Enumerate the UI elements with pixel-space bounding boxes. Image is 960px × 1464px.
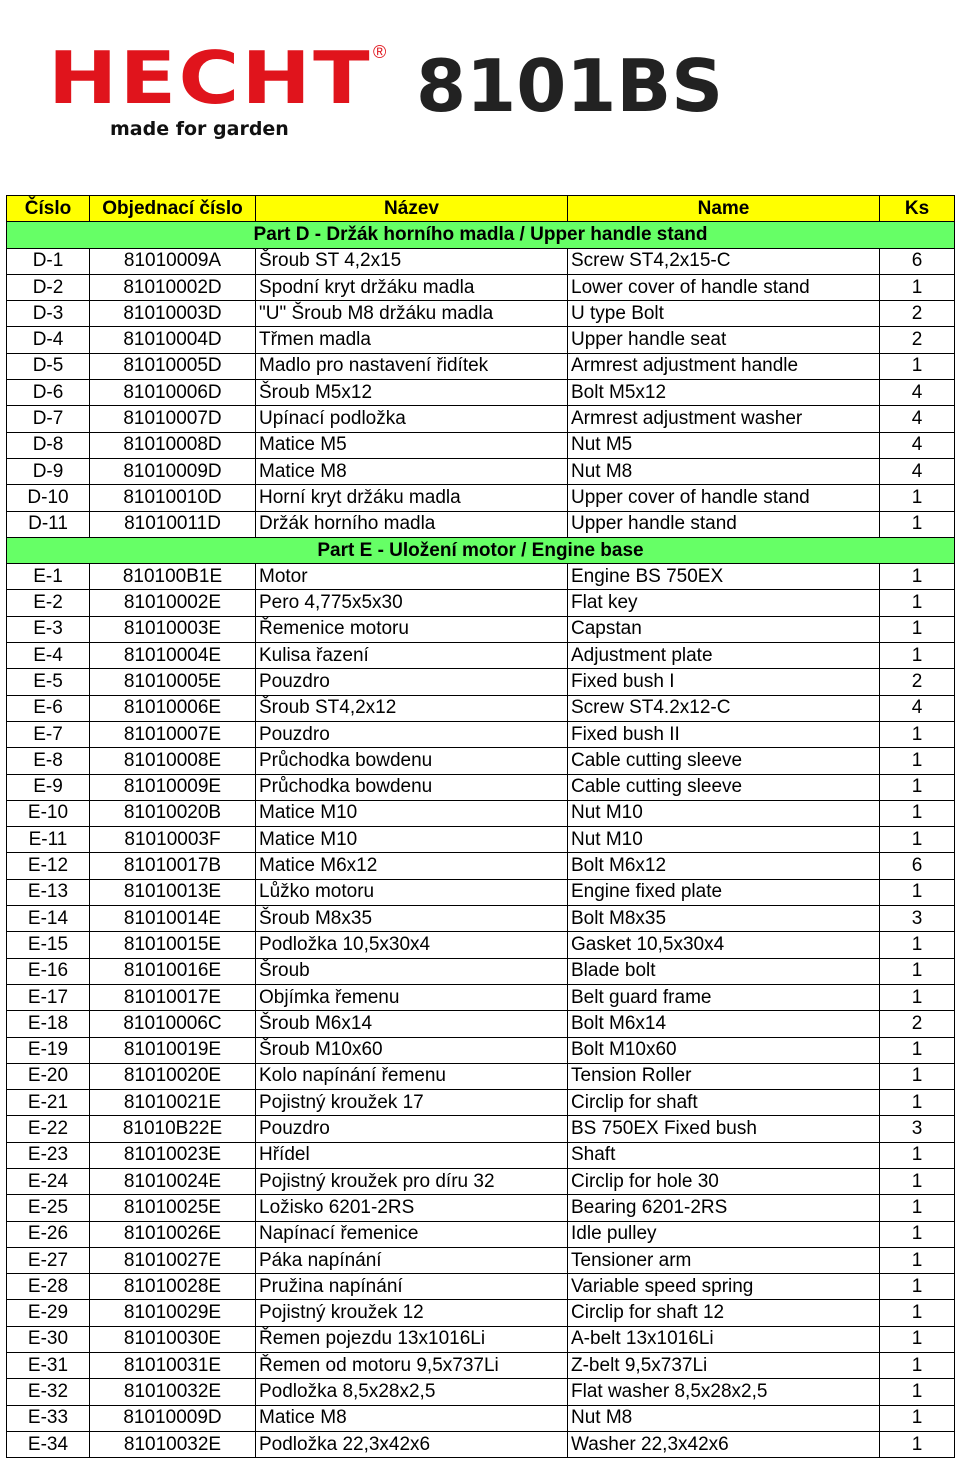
parts-table xyxy=(6,195,955,1458)
table-row xyxy=(7,353,955,379)
order-number: 81010009D xyxy=(90,458,256,484)
table-row xyxy=(7,958,955,984)
part-name-en: Circlip for shaft xyxy=(568,1090,880,1116)
part-number: E-2 xyxy=(7,590,90,616)
part-name-cz: Řemen pojezdu 13x1016Li xyxy=(256,1326,568,1352)
part-number: D-1 xyxy=(7,248,90,274)
order-number: 81010029E xyxy=(90,1300,256,1326)
part-number: E-19 xyxy=(7,1037,90,1063)
order-number: 81010004D xyxy=(90,327,256,353)
part-number: D-4 xyxy=(7,327,90,353)
part-name-en: Screw ST4.2x12-C xyxy=(568,695,880,721)
order-number: 81010009D xyxy=(90,1405,256,1431)
order-number: 81010031E xyxy=(90,1353,256,1379)
quantity: 2 xyxy=(880,1011,955,1037)
brand-name: HECHT xyxy=(48,36,372,120)
part-number: E-1 xyxy=(7,564,90,590)
quantity: 1 xyxy=(880,353,955,379)
quantity: 1 xyxy=(880,721,955,747)
part-name-en: Bolt M8x35 xyxy=(568,906,880,932)
table-row xyxy=(7,1221,955,1247)
part-number: E-27 xyxy=(7,1247,90,1273)
part-name-en: Armrest adjustment handle xyxy=(568,353,880,379)
quantity: 1 xyxy=(880,774,955,800)
part-name-cz: Třmen madla xyxy=(256,327,568,353)
table-row xyxy=(7,669,955,695)
part-name-en: Upper handle seat xyxy=(568,327,880,353)
model-number: 8101BS xyxy=(416,44,724,128)
part-number: D-8 xyxy=(7,432,90,458)
part-name-cz: Objímka řemenu xyxy=(256,984,568,1010)
part-name-en: Bolt M10x60 xyxy=(568,1037,880,1063)
part-number: E-20 xyxy=(7,1063,90,1089)
part-name-en: Fixed bush I xyxy=(568,669,880,695)
order-number: 81010024E xyxy=(90,1168,256,1194)
quantity: 1 xyxy=(880,932,955,958)
brand-tagline: made for garden xyxy=(110,118,289,140)
quantity: 4 xyxy=(880,432,955,458)
part-name-en: Capstan xyxy=(568,616,880,642)
part-number: D-5 xyxy=(7,353,90,379)
order-number: 81010007E xyxy=(90,721,256,747)
part-name-cz: Lůžko motoru xyxy=(256,879,568,905)
quantity: 2 xyxy=(880,327,955,353)
part-name-cz: "U" Šroub M8 držáku madla xyxy=(256,301,568,327)
part-name-en: Shaft xyxy=(568,1142,880,1168)
part-number: E-15 xyxy=(7,932,90,958)
order-number: 81010004E xyxy=(90,643,256,669)
section-title: Part D - Držák horního madla / Upper handle stand xyxy=(7,222,955,248)
table-row xyxy=(7,1247,955,1273)
table-row xyxy=(7,1431,955,1457)
part-number: D-3 xyxy=(7,301,90,327)
section-title: Part E - Uložení motor / Engine base xyxy=(7,537,955,563)
part-name-cz: Matice M6x12 xyxy=(256,853,568,879)
table-row xyxy=(7,1326,955,1352)
order-number: 810100B1E xyxy=(90,564,256,590)
part-name-cz: Pojistný kroužek 12 xyxy=(256,1300,568,1326)
part-name-cz: Podložka 8,5x28x2,5 xyxy=(256,1379,568,1405)
quantity: 1 xyxy=(880,984,955,1010)
part-number: E-4 xyxy=(7,643,90,669)
table-row xyxy=(7,1274,955,1300)
part-name-cz: Upínací podložka xyxy=(256,406,568,432)
table-row xyxy=(7,853,955,879)
quantity: 1 xyxy=(880,564,955,590)
table-row xyxy=(7,1379,955,1405)
quantity: 1 xyxy=(880,1431,955,1457)
part-name-cz: Kolo napínání řemenu xyxy=(256,1063,568,1089)
order-number: 81010030E xyxy=(90,1326,256,1352)
part-name-cz: Šroub M5x12 xyxy=(256,380,568,406)
quantity: 1 xyxy=(880,1247,955,1273)
order-number: 81010003E xyxy=(90,616,256,642)
table-row xyxy=(7,1142,955,1168)
part-name-en: Tension Roller xyxy=(568,1063,880,1089)
part-name-en: Cable cutting sleeve xyxy=(568,774,880,800)
table-row xyxy=(7,274,955,300)
quantity: 1 xyxy=(880,1379,955,1405)
table-row xyxy=(7,1037,955,1063)
part-number: E-30 xyxy=(7,1326,90,1352)
part-name-en: Engine BS 750EX xyxy=(568,564,880,590)
table-row xyxy=(7,1353,955,1379)
table-row xyxy=(7,984,955,1010)
table-row xyxy=(7,774,955,800)
table-row xyxy=(7,327,955,353)
order-number: 81010019E xyxy=(90,1037,256,1063)
part-number: E-26 xyxy=(7,1221,90,1247)
part-number: D-6 xyxy=(7,380,90,406)
part-name-en: Idle pulley xyxy=(568,1221,880,1247)
order-number: 81010025E xyxy=(90,1195,256,1221)
quantity: 1 xyxy=(880,958,955,984)
part-number: E-17 xyxy=(7,984,90,1010)
order-number: 81010003D xyxy=(90,301,256,327)
order-number: 81010008E xyxy=(90,748,256,774)
quantity: 1 xyxy=(880,1221,955,1247)
table-row xyxy=(7,248,955,274)
part-number: E-14 xyxy=(7,906,90,932)
part-name-cz: Matice M8 xyxy=(256,1405,568,1431)
part-name-cz: Šroub xyxy=(256,958,568,984)
part-name-en: Fixed bush II xyxy=(568,721,880,747)
part-name-en: Belt guard frame xyxy=(568,984,880,1010)
part-name-en: Variable speed spring xyxy=(568,1274,880,1300)
registered-mark: ® xyxy=(373,42,387,62)
part-name-cz: Průchodka bowdenu xyxy=(256,748,568,774)
parts-table-body xyxy=(7,222,955,1458)
order-number: 81010014E xyxy=(90,906,256,932)
order-number: 81010010D xyxy=(90,485,256,511)
quantity: 1 xyxy=(880,1195,955,1221)
part-number: E-31 xyxy=(7,1353,90,1379)
part-name-en: Armrest adjustment washer xyxy=(568,406,880,432)
part-number: D-10 xyxy=(7,485,90,511)
part-name-cz: Pouzdro xyxy=(256,721,568,747)
part-number: E-7 xyxy=(7,721,90,747)
part-name-en: Screw ST4,2x15-C xyxy=(568,248,880,274)
header-quantity: Ks xyxy=(880,196,955,222)
table-row xyxy=(7,616,955,642)
part-number: E-25 xyxy=(7,1195,90,1221)
part-name-en: Flat key xyxy=(568,590,880,616)
part-name-en: Bearing 6201-2RS xyxy=(568,1195,880,1221)
part-number: E-16 xyxy=(7,958,90,984)
quantity: 4 xyxy=(880,695,955,721)
part-number: E-8 xyxy=(7,748,90,774)
table-row xyxy=(7,301,955,327)
order-number: 81010032E xyxy=(90,1431,256,1457)
order-number: 81010005E xyxy=(90,669,256,695)
order-number: 81010023E xyxy=(90,1142,256,1168)
section-row xyxy=(7,537,955,563)
quantity: 1 xyxy=(880,616,955,642)
part-number: E-12 xyxy=(7,853,90,879)
table-row xyxy=(7,590,955,616)
order-number: 81010011D xyxy=(90,511,256,537)
part-name-en: Cable cutting sleeve xyxy=(568,748,880,774)
part-name-en: Nut M5 xyxy=(568,432,880,458)
order-number: 81010028E xyxy=(90,1274,256,1300)
part-name-en: Adjustment plate xyxy=(568,643,880,669)
part-name-cz: Pouzdro xyxy=(256,1116,568,1142)
quantity: 2 xyxy=(880,669,955,695)
part-name-cz: Šroub ST4,2x12 xyxy=(256,695,568,721)
order-number: 81010002E xyxy=(90,590,256,616)
part-name-cz: Řemen od motoru 9,5x737Li xyxy=(256,1353,568,1379)
part-name-cz: Madlo pro nastavení řidítek xyxy=(256,353,568,379)
order-number: 81010021E xyxy=(90,1090,256,1116)
order-number: 81010009A xyxy=(90,248,256,274)
quantity: 4 xyxy=(880,406,955,432)
part-name-cz: Kulisa řazení xyxy=(256,643,568,669)
table-row xyxy=(7,1405,955,1431)
order-number: 81010009E xyxy=(90,774,256,800)
part-number: E-3 xyxy=(7,616,90,642)
order-number: 81010008D xyxy=(90,432,256,458)
part-number: D-9 xyxy=(7,458,90,484)
table-row xyxy=(7,879,955,905)
table-row xyxy=(7,827,955,853)
part-name-cz: Motor xyxy=(256,564,568,590)
table-row xyxy=(7,721,955,747)
order-number: 81010015E xyxy=(90,932,256,958)
part-name-en: Circlip for shaft 12 xyxy=(568,1300,880,1326)
order-number: 81010017E xyxy=(90,984,256,1010)
part-number: E-29 xyxy=(7,1300,90,1326)
page-header xyxy=(0,0,960,195)
quantity: 1 xyxy=(880,1142,955,1168)
part-number: E-33 xyxy=(7,1405,90,1431)
part-name-cz: Napínací řemenice xyxy=(256,1221,568,1247)
part-name-en: Blade bolt xyxy=(568,958,880,984)
quantity: 1 xyxy=(880,511,955,537)
part-name-en: Upper cover of handle stand xyxy=(568,485,880,511)
part-name-en: Circlip for hole 30 xyxy=(568,1168,880,1194)
table-row xyxy=(7,1090,955,1116)
table-row xyxy=(7,406,955,432)
part-name-cz: Průchodka bowdenu xyxy=(256,774,568,800)
part-name-cz: Ložisko 6201-2RS xyxy=(256,1195,568,1221)
quantity: 2 xyxy=(880,301,955,327)
part-name-en: A-belt 13x1016Li xyxy=(568,1326,880,1352)
quantity: 1 xyxy=(880,485,955,511)
part-name-cz: Matice M10 xyxy=(256,800,568,826)
table-row xyxy=(7,906,955,932)
part-name-en: Washer 22,3x42x6 xyxy=(568,1431,880,1457)
part-number: E-32 xyxy=(7,1379,90,1405)
part-name-en: Nut M8 xyxy=(568,458,880,484)
order-number: 81010026E xyxy=(90,1221,256,1247)
order-number: 81010005D xyxy=(90,353,256,379)
part-name-cz: Matice M8 xyxy=(256,458,568,484)
part-name-en: Upper handle stand xyxy=(568,511,880,537)
part-number: D-7 xyxy=(7,406,90,432)
part-name-cz: Pouzdro xyxy=(256,669,568,695)
part-name-en: Bolt M6x12 xyxy=(568,853,880,879)
part-name-en: Gasket 10,5x30x4 xyxy=(568,932,880,958)
table-row xyxy=(7,1011,955,1037)
order-number: 81010007D xyxy=(90,406,256,432)
quantity: 1 xyxy=(880,643,955,669)
order-number: 81010020E xyxy=(90,1063,256,1089)
table-row xyxy=(7,932,955,958)
quantity: 6 xyxy=(880,248,955,274)
header-name-en: Name xyxy=(568,196,880,222)
quantity: 1 xyxy=(880,1090,955,1116)
part-name-cz: Spodní kryt držáku madla xyxy=(256,274,568,300)
part-name-en: Z-belt 9,5x737Li xyxy=(568,1353,880,1379)
part-number: E-22 xyxy=(7,1116,90,1142)
quantity: 1 xyxy=(880,1405,955,1431)
part-name-en: Nut M8 xyxy=(568,1405,880,1431)
part-name-cz: Šroub M8x35 xyxy=(256,906,568,932)
quantity: 1 xyxy=(880,1353,955,1379)
part-number: D-2 xyxy=(7,274,90,300)
part-number: E-11 xyxy=(7,827,90,853)
order-number: 81010006E xyxy=(90,695,256,721)
table-row xyxy=(7,1063,955,1089)
part-name-en: Flat washer 8,5x28x2,5 xyxy=(568,1379,880,1405)
part-name-cz: Řemenice motoru xyxy=(256,616,568,642)
table-row xyxy=(7,695,955,721)
table-row xyxy=(7,1300,955,1326)
table-row xyxy=(7,800,955,826)
quantity: 1 xyxy=(880,1274,955,1300)
quantity: 3 xyxy=(880,906,955,932)
header-cislo: Číslo xyxy=(7,196,90,222)
part-name-cz: Matice M5 xyxy=(256,432,568,458)
part-name-cz: Šroub M6x14 xyxy=(256,1011,568,1037)
quantity: 1 xyxy=(880,800,955,826)
quantity: 1 xyxy=(880,590,955,616)
quantity: 3 xyxy=(880,1116,955,1142)
part-name-cz: Pojistný kroužek 17 xyxy=(256,1090,568,1116)
table-row xyxy=(7,1195,955,1221)
table-row xyxy=(7,643,955,669)
part-name-en: Nut M10 xyxy=(568,800,880,826)
part-number: E-23 xyxy=(7,1142,90,1168)
part-number: E-24 xyxy=(7,1168,90,1194)
part-number: E-18 xyxy=(7,1011,90,1037)
part-name-en: Engine fixed plate xyxy=(568,879,880,905)
part-name-en: Tensioner arm xyxy=(568,1247,880,1273)
part-name-cz: Pojistný kroužek pro díru 32 xyxy=(256,1168,568,1194)
table-row xyxy=(7,1116,955,1142)
part-number: E-21 xyxy=(7,1090,90,1116)
order-number: 81010002D xyxy=(90,274,256,300)
part-name-cz: Matice M10 xyxy=(256,827,568,853)
part-number: E-34 xyxy=(7,1431,90,1457)
part-name-cz: Pružina napínání xyxy=(256,1274,568,1300)
part-number: E-10 xyxy=(7,800,90,826)
part-name-cz: Šroub M10x60 xyxy=(256,1037,568,1063)
part-number: E-9 xyxy=(7,774,90,800)
part-name-cz: Páka napínání xyxy=(256,1247,568,1273)
order-number: 81010006C xyxy=(90,1011,256,1037)
part-name-en: Lower cover of handle stand xyxy=(568,274,880,300)
header-name-cz: Název xyxy=(256,196,568,222)
quantity: 1 xyxy=(880,827,955,853)
table-row xyxy=(7,748,955,774)
part-name-cz: Podložka 22,3x42x6 xyxy=(256,1431,568,1457)
table-row xyxy=(7,564,955,590)
part-number: E-13 xyxy=(7,879,90,905)
order-number: 81010032E xyxy=(90,1379,256,1405)
part-name-en: Nut M10 xyxy=(568,827,880,853)
part-name-en: BS 750EX Fixed bush xyxy=(568,1116,880,1142)
order-number: 81010003F xyxy=(90,827,256,853)
table-row xyxy=(7,458,955,484)
table-row xyxy=(7,432,955,458)
quantity: 4 xyxy=(880,458,955,484)
part-name-en: U type Bolt xyxy=(568,301,880,327)
order-number: 81010006D xyxy=(90,380,256,406)
quantity: 1 xyxy=(880,1300,955,1326)
part-name-cz: Horní kryt držáku madla xyxy=(256,485,568,511)
part-name-cz: Šroub ST 4,2x15 xyxy=(256,248,568,274)
quantity: 1 xyxy=(880,1037,955,1063)
order-number: 81010017B xyxy=(90,853,256,879)
section-row xyxy=(7,222,955,248)
part-number: E-28 xyxy=(7,1274,90,1300)
table-row xyxy=(7,1168,955,1194)
quantity: 4 xyxy=(880,380,955,406)
quantity: 6 xyxy=(880,853,955,879)
part-name-cz: Podložka 10,5x30x4 xyxy=(256,932,568,958)
part-number: D-11 xyxy=(7,511,90,537)
quantity: 1 xyxy=(880,274,955,300)
order-number: 81010016E xyxy=(90,958,256,984)
order-number: 81010013E xyxy=(90,879,256,905)
part-name-cz: Hřídel xyxy=(256,1142,568,1168)
part-name-en: Bolt M6x14 xyxy=(568,1011,880,1037)
order-number: 81010027E xyxy=(90,1247,256,1273)
part-name-en: Bolt M5x12 xyxy=(568,380,880,406)
table-row xyxy=(7,380,955,406)
order-number: 81010B22E xyxy=(90,1116,256,1142)
brand-logo xyxy=(48,36,387,140)
quantity: 1 xyxy=(880,1168,955,1194)
quantity: 1 xyxy=(880,1326,955,1352)
table-row xyxy=(7,485,955,511)
header-order-number: Objednací číslo xyxy=(90,196,256,222)
part-name-cz: Držák horního madla xyxy=(256,511,568,537)
quantity: 1 xyxy=(880,1063,955,1089)
quantity: 1 xyxy=(880,748,955,774)
part-number: E-5 xyxy=(7,669,90,695)
part-name-cz: Pero 4,775x5x30 xyxy=(256,590,568,616)
order-number: 81010020B xyxy=(90,800,256,826)
quantity: 1 xyxy=(880,879,955,905)
table-row xyxy=(7,511,955,537)
table-header-row xyxy=(7,196,955,222)
part-number: E-6 xyxy=(7,695,90,721)
